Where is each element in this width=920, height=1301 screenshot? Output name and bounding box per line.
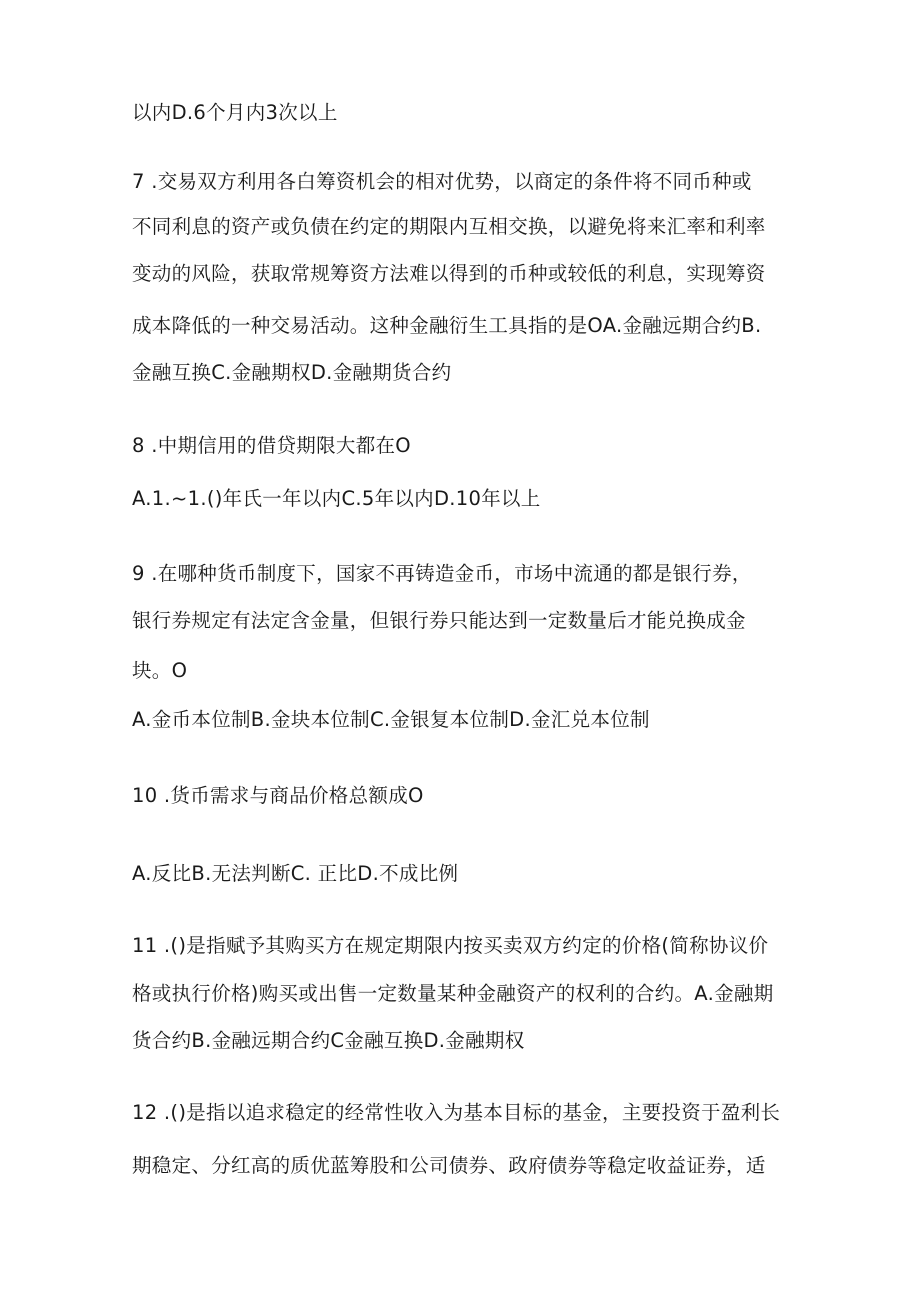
question-7-options: 金融互换C.金融期权D.金融期货合约 [132, 361, 452, 384]
question-10-options: A.反比B.无法判断C. 正比D.不成比例 [132, 862, 459, 885]
question-7-line-4: 成本降低的一种交易活动。这种金融衍生工具指的是OA.金融远期合约B. [132, 314, 762, 337]
question-9-line-3: 块。O [132, 659, 188, 682]
question-11-line-2: 格或执行价格)购买或出售一定数量某种金融资产的权利的合约。A.金融期 [132, 982, 774, 1005]
question-12-line-2: 期稳定、分红高的质优蓝筹股和公司债券、政府债券等稳定收益证券，适 [132, 1154, 766, 1177]
question-9-line-1: 9 .在哪种货币制度下，国家不再铸造金币，市场中流通的都是银行券， [132, 562, 752, 585]
question-11-line-3: 货合约B.金融远期合约C金融互换D.金融期权 [132, 1029, 525, 1052]
question-7-line-1: 7 .交易双方利用各白筹资机会的相对优势，以商定的条件将不同币种或 [132, 170, 752, 193]
question-8-options: A.1.~1.()年氏一年以内C.5年以内D.10年以上 [132, 487, 541, 510]
question-7-line-3: 变动的风险，获取常规筹资方法难以得到的币种或较低的利息，实现筹资 [132, 262, 766, 285]
question-9-line-2: 银行券规定有法定含金量，但银行券只能达到一定数量后才能兑换成金 [132, 609, 746, 632]
text-line: 以内D.6个月内3次以上 [132, 101, 338, 124]
question-10-text: 10 .货币需求与商品价格总额成O [132, 784, 424, 807]
question-9-options: A.金币本位制B.金块本位制C.金银复本位制D.金汇兑本位制 [132, 708, 650, 731]
question-12-line-1: 12 .()是指以追求稳定的经常性收入为基本目标的基金，主要投资于盈利长 [132, 1101, 781, 1124]
question-8-text: 8 .中期信用的借贷期限大都在O [132, 434, 411, 457]
question-7-line-2: 不同利息的资产或负债在约定的期限内互相交换，以避免将来汇率和利率 [132, 215, 766, 238]
question-11-line-1: 11 .()是指赋予其购买方在规定期限内按买卖双方约定的价格(简称协议价 [132, 934, 769, 957]
